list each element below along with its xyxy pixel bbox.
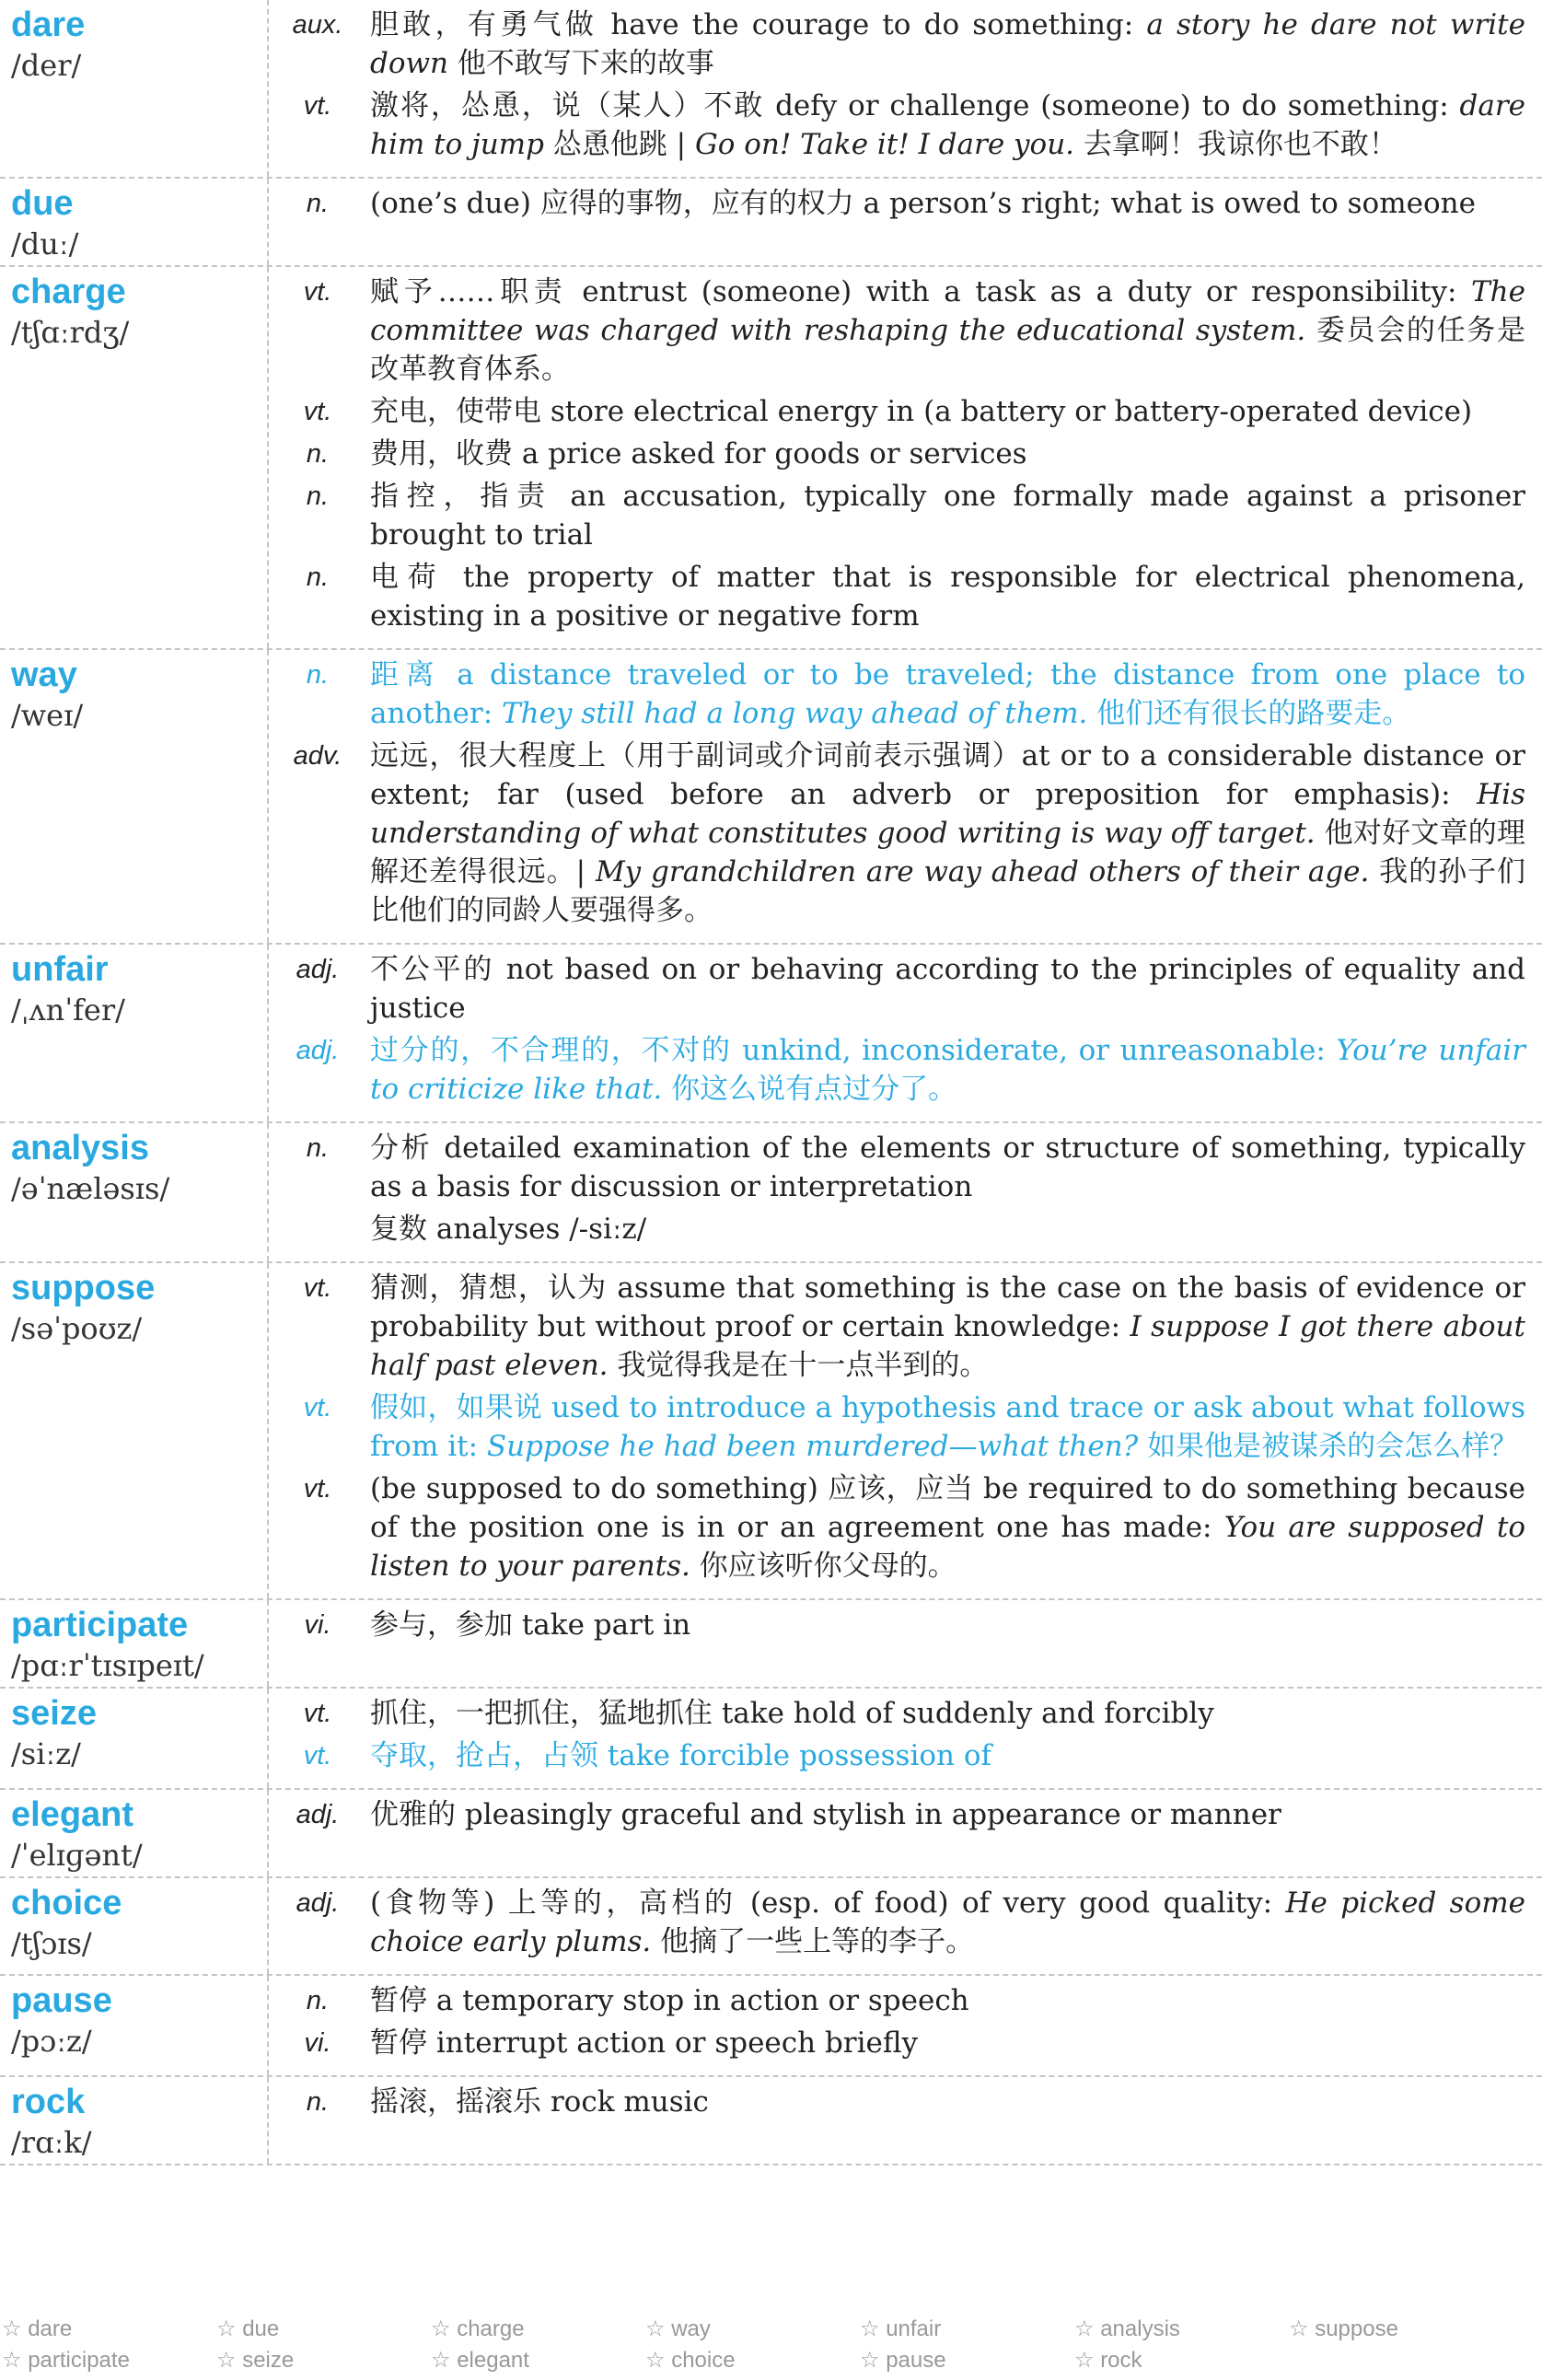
definition-text: 远远，很大程度上（用于副词或介词前表示强调）at or to a considerable distance or extent; far (used before an adverb or preposition for emphasis):	[370, 739, 1525, 811]
part-of-speech: vi.	[304, 1610, 331, 1640]
definitions	[269, 1600, 1542, 1687]
definition-text: 激将，怂恿，说（某人）不敢 defy or challenge (someone) to do something:	[370, 89, 1460, 122]
entry-participate	[0, 1600, 1542, 1689]
headword-column	[0, 650, 269, 943]
example-text: You are supposed to listen to your parents.	[370, 1511, 1526, 1583]
sense	[280, 1269, 1525, 1385]
part-of-speech: vt.	[303, 277, 332, 307]
star-icon: ☆	[1074, 2316, 1095, 2341]
footer-word-link[interactable]	[429, 2347, 643, 2378]
definitions	[269, 650, 1542, 943]
part-of-speech: n.	[306, 2087, 330, 2117]
definitions	[269, 1263, 1542, 1598]
star-icon: ☆	[216, 2316, 237, 2341]
footer-word-link[interactable]	[858, 2347, 1072, 2378]
footer-word-label: way	[671, 2316, 711, 2341]
phonetic: /tʃɑːrdʒ/	[11, 315, 130, 350]
headword-column	[0, 1123, 269, 1261]
footer-word-label: participate	[28, 2348, 130, 2373]
definition-text: 参与，参加 take part in	[370, 1608, 691, 1642]
part-of-speech: n.	[306, 660, 330, 690]
definition-text: 指控，指责 an accusation, typically one formally made against a prisoner brought to trial	[370, 480, 1525, 551]
sense	[280, 2024, 1525, 2062]
part-of-speech: vi.	[304, 2028, 331, 2058]
headword-column	[0, 1878, 269, 1974]
part-of-speech: adj.	[296, 955, 340, 984]
entry-charge	[0, 267, 1542, 650]
entry-choice	[0, 1878, 1542, 1976]
example-text: Suppose he had been murdered—what then?	[486, 1430, 1139, 1463]
sense	[280, 1981, 1525, 2020]
footer-word-label: analysis	[1100, 2316, 1180, 2341]
entry-analysis	[0, 1123, 1542, 1263]
headword-column	[0, 267, 269, 648]
headword[interactable]: due	[11, 184, 74, 223]
part-of-speech: adj.	[296, 1800, 340, 1829]
definitions	[269, 267, 1542, 648]
definition-text: (be supposed to do something) 应该，应当 be required to do something because of the position one is in or an agreement one has made:	[370, 1472, 1525, 1544]
definition-text: 过分的，不合理的，不对的 unkind, inconsiderate, or unreasonable:	[370, 1034, 1337, 1067]
footer-word-label: seize	[242, 2348, 295, 2373]
footer-word-link[interactable]	[214, 2347, 429, 2378]
star-icon: ☆	[860, 2316, 880, 2341]
example-text: They still had a long way ahead of them.	[502, 697, 1088, 730]
headword[interactable]: dare	[11, 6, 86, 44]
footer-word-label: elegant	[457, 2348, 529, 2373]
phonetic: /əˈnæləsɪs/	[11, 1171, 170, 1206]
headword[interactable]: participate	[11, 1606, 189, 1644]
headword[interactable]: way	[11, 656, 77, 694]
footer-word-link[interactable]	[858, 2316, 1072, 2347]
definitions	[269, 1790, 1542, 1876]
definitions	[269, 945, 1542, 1121]
part-of-speech: vt.	[303, 1741, 332, 1770]
phonetic: /rɑːk/	[11, 2125, 92, 2160]
footer-word-link[interactable]	[1287, 2316, 1501, 2347]
headword[interactable]: rock	[11, 2083, 86, 2121]
definition-text: 不公平的 not based on or behaving according to the principles of equality and justice	[370, 953, 1525, 1025]
definition-text: 抓住，一把抓住，猛地抓住 take hold of suddenly and forcibly	[370, 1697, 1214, 1730]
footer-word-link[interactable]	[643, 2347, 858, 2378]
phonetic: /tʃɔɪs/	[11, 1926, 92, 1961]
definition-text: 他摘了一些上等的李子。	[651, 1925, 975, 1958]
definition-text: 我觉得我是在十一点半到的。	[608, 1349, 989, 1382]
footer-word-label: pause	[886, 2348, 946, 2373]
example-text: Go on! Take it! I dare you.	[694, 128, 1075, 161]
footer-word-link[interactable]	[1072, 2316, 1287, 2347]
sense	[280, 1469, 1525, 1585]
definition-text: 夺取，抢占，占领 take forcible possession of	[370, 1739, 991, 1772]
definitions	[269, 2077, 1542, 2164]
footer-word-link[interactable]	[0, 2316, 214, 2347]
footer-word-link[interactable]	[1072, 2347, 1287, 2378]
definition-text: 你应该听你父母的。	[690, 1550, 957, 1583]
star-icon: ☆	[1074, 2348, 1095, 2373]
sense	[280, 435, 1525, 473]
plural-form: 复数 analyses /-siːz/	[370, 1213, 647, 1246]
star-icon: ☆	[2, 2348, 22, 2373]
definitions	[269, 1976, 1542, 2075]
headword-column	[0, 1600, 269, 1687]
definition-text: 优雅的 pleasingly graceful and stylish in appearance or manner	[370, 1798, 1281, 1831]
sense	[280, 273, 1525, 389]
definition-text: 委员会的任务是改革教育体系。	[370, 314, 1525, 386]
definition-text: 猜测，猜想，认为 assume that something is the case on the basis of evidence or probability but without proof or certain knowledge:	[370, 1271, 1525, 1343]
phonetic: /ˈelɪɡənt/	[11, 1838, 143, 1873]
definitions	[269, 1878, 1542, 1974]
headword-column	[0, 1263, 269, 1598]
star-icon: ☆	[645, 2348, 666, 2373]
headword[interactable]: unfair	[11, 950, 109, 989]
sense	[280, 1031, 1525, 1109]
definition-text: (食物等) 上等的，高档的 (esp. of food) of very good quality:	[370, 1887, 1286, 1920]
phonetic: /duː/	[11, 226, 79, 261]
footer-word-link[interactable]	[429, 2316, 643, 2347]
sense	[280, 184, 1525, 223]
sense	[280, 1129, 1525, 1206]
star-icon: ☆	[431, 2348, 451, 2373]
definition-text: 如果他是被谋杀的会怎么样？	[1138, 1430, 1519, 1463]
entry-rock	[0, 2077, 1542, 2165]
part-of-speech: n.	[306, 563, 330, 592]
part-of-speech: vt.	[303, 1474, 332, 1503]
footer-word-link[interactable]	[643, 2316, 858, 2347]
star-icon: ☆	[645, 2316, 666, 2341]
footer-word-link[interactable]	[0, 2347, 214, 2378]
definition-text: 他对好文章的理解还差得很远。|	[370, 817, 1525, 888]
footer-word-label: due	[242, 2316, 280, 2341]
star-icon: ☆	[2, 2316, 22, 2341]
footer-row	[0, 2347, 1542, 2378]
sense	[280, 1736, 1525, 1775]
definition-text: 你这么说有点过分了。	[662, 1073, 957, 1106]
definition-text: 去拿啊！我谅你也不敢！	[1074, 128, 1397, 161]
part-of-speech: adj.	[296, 1888, 340, 1918]
part-of-speech: n.	[306, 1986, 330, 2015]
headword-column	[0, 0, 269, 177]
definitions	[269, 1689, 1542, 1788]
headword[interactable]: pause	[11, 1981, 112, 2020]
headword-column	[0, 2077, 269, 2164]
part-of-speech: adj.	[296, 1036, 340, 1065]
part-of-speech: vt.	[303, 91, 332, 121]
entry-seize	[0, 1689, 1542, 1790]
headword-column	[0, 945, 269, 1121]
sense	[280, 1694, 1525, 1733]
part-of-speech: aux.	[292, 10, 343, 40]
part-of-speech: vt.	[303, 397, 332, 426]
definition-text: 胆敢，有勇气做 have the courage to do something:	[370, 8, 1147, 41]
sense	[280, 392, 1525, 431]
part-of-speech: vt.	[303, 1699, 332, 1728]
entry-elegant	[0, 1790, 1542, 1878]
definition-text: 分析 detailed examination of the elements or structure of something, typically as a basis for discussion or interpretation	[370, 1132, 1525, 1203]
sense	[280, 477, 1525, 554]
phonetic: /səˈpoʊz/	[11, 1311, 143, 1346]
footer-word-label: suppose	[1315, 2316, 1398, 2341]
definition-text: 摇滚，摇滚乐 rock music	[370, 2085, 709, 2119]
part-of-speech: vt.	[303, 1393, 332, 1422]
example-text: My grandchildren are way ahead others of their age.	[595, 855, 1370, 888]
part-of-speech: n.	[306, 482, 330, 511]
definition-text: (one’s due) 应得的事物，应有的权力 a person’s right; what is owed to someone	[370, 187, 1476, 220]
phonetic: /weɪ/	[11, 698, 84, 733]
sense	[280, 1884, 1525, 1961]
sense	[280, 87, 1525, 164]
sense	[280, 6, 1525, 83]
footer-word-label: rock	[1100, 2348, 1142, 2373]
headword-column	[0, 179, 269, 265]
star-icon: ☆	[216, 2348, 237, 2373]
headword-column	[0, 1976, 269, 2075]
headword[interactable]: analysis	[11, 1129, 149, 1167]
example-text: His understanding of what constitutes good writing is way off target.	[370, 778, 1525, 850]
part-of-speech: n.	[306, 439, 330, 469]
entry-dare	[0, 0, 1542, 179]
entry-way	[0, 650, 1542, 945]
example-text: He picked some choice early plums.	[370, 1887, 1525, 1958]
footer-word-label: unfair	[886, 2316, 942, 2341]
entry-pause	[0, 1976, 1542, 2077]
example-text: I suppose I got there about half past eleven.	[370, 1310, 1525, 1382]
definition-text: 假如，如果说 used to introduce a hypothesis and trace or ask about what follows from it:	[370, 1391, 1525, 1463]
headword[interactable]: charge	[11, 273, 126, 311]
part-of-speech: n.	[306, 189, 330, 218]
definition-text: 暂停 a temporary stop in action or speech	[370, 1984, 969, 2017]
footer-row	[0, 2316, 1542, 2347]
definition-text: 赋予……职责 entrust (someone) with a task as a duty or responsibility:	[370, 275, 1471, 308]
definition-text: 电荷 the property of matter that is responsible for electrical phenomena, existing in a positive or negative form	[370, 561, 1525, 633]
sense	[280, 558, 1525, 635]
footer-word-label: dare	[28, 2316, 73, 2341]
definition-text: 我的孙子们比他们的同龄人要强得多。	[370, 855, 1525, 927]
headword-column	[0, 1790, 269, 1876]
entry-due	[0, 179, 1542, 267]
sense	[280, 950, 1525, 1027]
sense	[280, 1795, 1525, 1834]
star-icon: ☆	[431, 2316, 451, 2341]
definition-text: 距离 a distance traveled or to be traveled; the distance from one place to another:	[370, 658, 1525, 730]
headword-column	[0, 1689, 269, 1788]
phonetic: /pɑːrˈtɪsɪpeɪt/	[11, 1648, 204, 1683]
part-of-speech: vt.	[303, 1273, 332, 1303]
footer-word-label: charge	[457, 2316, 525, 2341]
definitions	[269, 179, 1542, 265]
sense	[280, 656, 1525, 733]
phonetic: /pɔːz/	[11, 2024, 92, 2059]
example-text: The committee was charged with reshaping the educational system.	[370, 275, 1525, 347]
star-icon: ☆	[1289, 2316, 1309, 2341]
definition-text: 他不敢写下来的故事	[448, 47, 714, 80]
part-of-speech: adv.	[293, 741, 342, 771]
headword[interactable]: suppose	[11, 1269, 156, 1307]
entry-unfair	[0, 945, 1542, 1123]
phonetic: /siːz/	[11, 1736, 81, 1771]
part-of-speech: n.	[306, 1133, 330, 1163]
definition-text: 他们还有很长的路要走。	[1087, 697, 1411, 730]
phonetic: /ˌʌnˈfer/	[11, 993, 125, 1027]
sense	[280, 1388, 1525, 1466]
definitions	[269, 0, 1542, 177]
headword[interactable]: choice	[11, 1884, 122, 1922]
definition-text: 怂恿他跳 |	[543, 128, 695, 161]
example-text: You’re unfair to criticize like that.	[370, 1034, 1525, 1106]
example-text: a story he dare not write down	[370, 8, 1525, 80]
headword[interactable]: elegant	[11, 1795, 134, 1834]
phonetic: /der/	[11, 48, 82, 83]
example-text: dare him to jump	[370, 89, 1525, 161]
headword[interactable]: seize	[11, 1694, 97, 1733]
star-icon: ☆	[860, 2348, 880, 2373]
sense	[280, 737, 1525, 930]
footer-word-label: choice	[671, 2348, 736, 2373]
definitions	[269, 1123, 1542, 1261]
definition-text: 充电，使带电 store electrical energy in (a battery or battery-operated device)	[370, 395, 1473, 428]
definition-text: 暂停 interrupt action or speech briefly	[370, 2026, 919, 2060]
footer-word-link[interactable]	[214, 2316, 429, 2347]
word-index-footer	[0, 2316, 1542, 2378]
sense	[280, 2083, 1525, 2121]
entry-suppose	[0, 1263, 1542, 1600]
sense	[280, 1606, 1525, 1644]
definition-text: 费用，收费 a price asked for goods or services	[370, 437, 1027, 470]
